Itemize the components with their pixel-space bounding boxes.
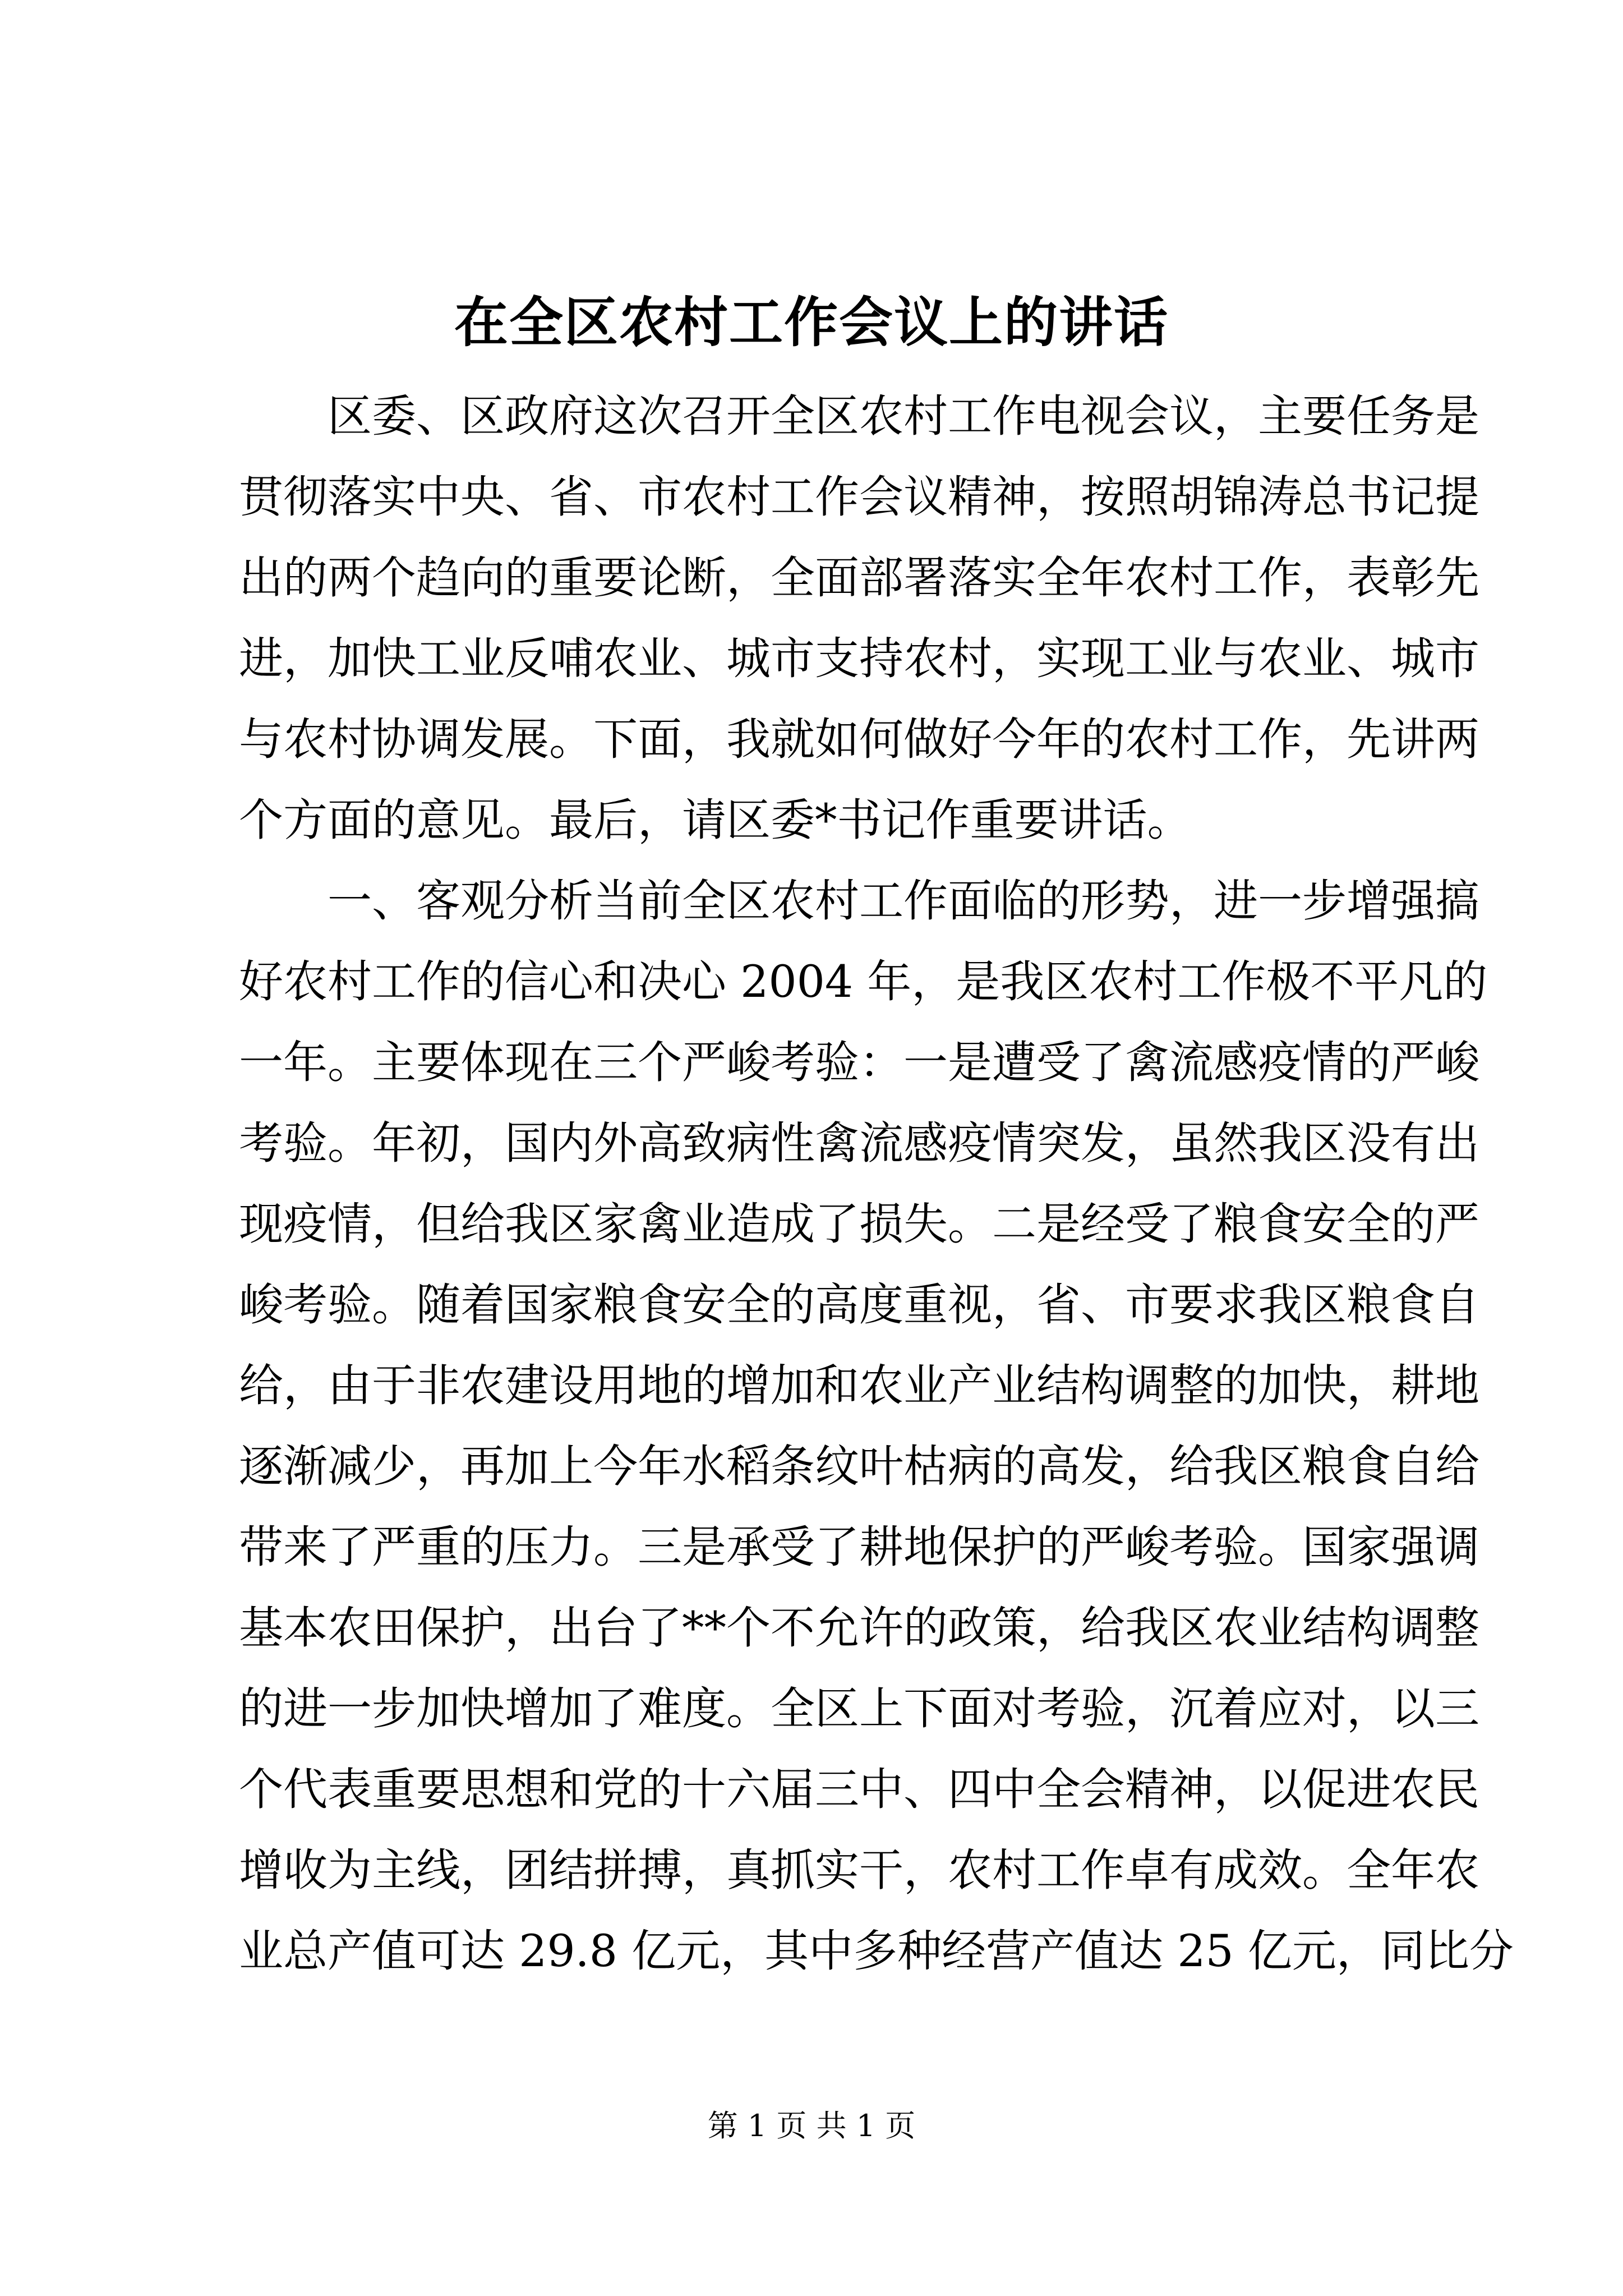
paragraph-1-line-4: 进，加快工业反哺农业、城市支持农村，实现工业与农业、城市 xyxy=(239,633,1479,684)
paragraph-2-line-10: 基本农田保护，出台了**个不允许的政策，给我区农业结构调整 xyxy=(239,1602,1479,1654)
paragraph-2-line-6: 峻考验。随着国家粮食安全的高度重视，省、市要求我区粮食自 xyxy=(239,1279,1479,1331)
paragraph-2-line-1: 一、客观分析当前全区农村工作面临的形势，进一步增强搞 xyxy=(328,875,1479,927)
paragraph-2-line-4: 考验。年初，国内外高致病性禽流感疫情突发，虽然我区没有出 xyxy=(239,1117,1479,1169)
paragraph-1-line-5: 与农村协调发展。下面，我就如何做好今年的农村工作，先讲两 xyxy=(239,714,1479,765)
paragraph-1-line-3: 出的两个趋向的重要论断，全面部署落实全年农村工作，表彰先 xyxy=(239,552,1479,604)
paragraph-1-line-2: 贯彻落实中央、省、市农村工作会议精神，按照胡锦涛总书记提 xyxy=(239,471,1479,523)
paragraph-2-line-5: 现疫情，但给我区家禽业造成了损失。二是经受了粮食安全的严 xyxy=(239,1198,1479,1250)
page-number-footer: 第 1 页 共 1 页 xyxy=(707,2108,916,2143)
paragraph-2-line-12: 个代表重要思想和党的十六届三中、四中全会精神，以促进农民 xyxy=(239,1764,1479,1815)
paragraph-2-line-2: 好农村工作的信心和决心 2004 年，是我区农村工作极不平凡的 xyxy=(239,956,1488,1007)
paragraph-2-line-8: 逐渐减少，再加上今年水稻条纹叶枯病的高发，给我区粮食自给 xyxy=(239,1441,1479,1492)
document-title: 在全区农村工作会议上的讲话 xyxy=(454,291,1169,354)
paragraph-2-line-7: 给，由于非农建设用地的增加和农业产业结构调整的加快，耕地 xyxy=(239,1360,1479,1411)
paragraph-2-line-11: 的进一步加快增加了难度。全区上下面对考验，沉着应对，以三 xyxy=(239,1683,1479,1734)
paragraph-2-line-3: 一年。主要体现在三个严峻考验：一是遭受了禽流感疫情的严峻 xyxy=(239,1037,1479,1088)
document-body xyxy=(239,376,1514,1991)
paragraph-1-line-6: 个方面的意见。最后，请区委*书记作重要讲话。 xyxy=(239,794,1192,846)
paragraph-1-line-1: 区委、区政府这次召开全区农村工作电视会议，主要任务是 xyxy=(328,390,1479,442)
paragraph-2-line-14: 业总产值可达 29.8 亿元，其中多种经营产值达 25 亿元，同比分 xyxy=(239,1925,1514,1977)
paragraph-2-line-9: 带来了严重的压力。三是承受了耕地保护的严峻考验。国家强调 xyxy=(239,1521,1479,1573)
paragraph-2-line-13: 增收为主线，团结拼搏，真抓实干，农村工作卓有成效。全年农 xyxy=(239,1844,1479,1896)
